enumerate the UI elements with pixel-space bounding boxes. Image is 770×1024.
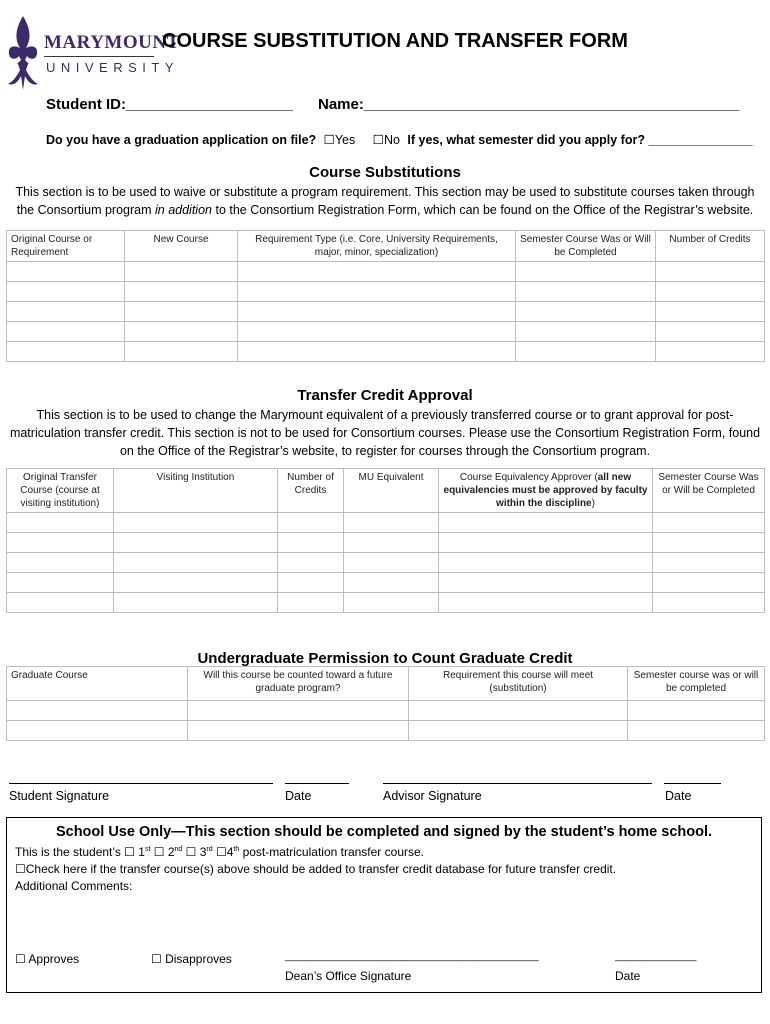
table-header-row (7, 231, 765, 262)
student-signature-label: Student Signature (9, 789, 110, 803)
table-cell[interactable] (516, 342, 656, 362)
dean-signature-line[interactable]: __________________________________________________ (285, 951, 539, 962)
second-checkbox[interactable]: ☐ 2nd (150, 845, 183, 859)
table-row[interactable] (7, 553, 765, 573)
column-header: Visiting Institution (114, 469, 278, 513)
table-cell[interactable] (278, 593, 344, 613)
table-cell[interactable] (114, 553, 278, 573)
logo-subtext: UNIVERSITY (46, 60, 180, 75)
table-cell[interactable] (114, 533, 278, 553)
table-cell[interactable] (7, 593, 114, 613)
table-cell[interactable] (656, 262, 765, 282)
table-header-row (7, 667, 765, 701)
table-cell[interactable] (439, 513, 653, 533)
dean-date-label: Date (615, 969, 641, 983)
table-cell[interactable] (344, 573, 439, 593)
school-use-box (6, 817, 762, 993)
disapproves-checkbox[interactable]: ☐ Disapproves (151, 952, 232, 966)
table-cell[interactable] (7, 513, 114, 533)
table-cell[interactable] (628, 721, 765, 741)
table-row[interactable] (7, 533, 765, 553)
table-cell[interactable] (278, 553, 344, 573)
substitutions-line2: the Consortium program in addition to the Consortium Registration Form, which can be found on the Office of the Registrar’s website. (16, 203, 754, 217)
column-header: Semester Course Was or Will be Completed (516, 231, 656, 262)
table-cell[interactable] (439, 573, 653, 593)
logo-rule (44, 56, 154, 57)
table-cell[interactable] (653, 553, 765, 573)
table-row[interactable] (7, 573, 765, 593)
transfer-line3: on the Office of the Registrar’s website, to register for courses through the Consortium program. (119, 444, 651, 458)
table-cell[interactable] (7, 322, 125, 342)
table-cell[interactable] (653, 533, 765, 553)
table-cell[interactable] (656, 322, 765, 342)
first-checkbox[interactable]: ☐ 1st (124, 845, 151, 859)
post-matriculation-line: This is the student’s ☐ 1st ☐ 2nd ☐ 3rd ☐4th post-matriculation transfer course. (15, 845, 424, 859)
student-date-line[interactable] (285, 783, 349, 784)
semester-question[interactable]: If yes, what semester did you apply for? _______________ (407, 133, 753, 147)
table-row[interactable] (7, 302, 765, 322)
substitutions-description (0, 183, 770, 219)
graduation-question (46, 132, 753, 147)
table-cell[interactable] (7, 302, 125, 322)
graduate-heading: Undergraduate Permission to Count Graduate Credit (197, 650, 573, 667)
table-cell[interactable] (7, 342, 125, 362)
transfer-description (0, 406, 770, 460)
no-checkbox[interactable]: ☐No (372, 133, 400, 147)
column-header: Number of Credits (278, 469, 344, 513)
fourth-checkbox[interactable]: ☐4th (212, 845, 240, 859)
school-use-heading: School Use Only—This section should be completed and signed by the student’s home school. (55, 824, 713, 840)
table-cell[interactable] (656, 282, 765, 302)
column-header: Will this course be counted toward a future graduate program? (188, 667, 409, 701)
table-cell[interactable] (125, 302, 238, 322)
table-cell[interactable] (344, 513, 439, 533)
table-cell[interactable] (516, 302, 656, 322)
substitutions-table (6, 230, 765, 362)
transfer-table (6, 468, 765, 613)
table-cell[interactable] (516, 282, 656, 302)
dean-date-line[interactable]: ________________ (615, 951, 696, 962)
table-cell[interactable] (409, 701, 628, 721)
logo-wordmark: MARYMOUNT (44, 32, 180, 53)
table-cell[interactable] (344, 533, 439, 553)
column-header: MU Equivalent (344, 469, 439, 513)
graduate-table (6, 666, 765, 741)
column-header: Graduate Course (7, 667, 188, 701)
transfer-heading: Transfer Credit Approval (297, 387, 473, 404)
table-cell[interactable] (628, 701, 765, 721)
table-cell[interactable] (238, 262, 516, 282)
substitutions-heading: Course Substitutions (309, 164, 461, 181)
table-cell[interactable] (516, 262, 656, 282)
table-row[interactable] (7, 262, 765, 282)
table-cell[interactable] (439, 553, 653, 573)
table-cell[interactable] (114, 513, 278, 533)
column-header: Original Transfer Course (course at visiting institution) (7, 469, 114, 513)
column-header: Number of Credits (656, 231, 765, 262)
advisor-signature-label: Advisor Signature (383, 789, 482, 803)
table-row[interactable] (7, 342, 765, 362)
column-header: Semester Course Was or Will be Completed (653, 469, 765, 513)
table-row[interactable] (7, 282, 765, 302)
table-cell[interactable] (409, 721, 628, 741)
table-cell[interactable] (7, 721, 188, 741)
table-cell[interactable] (344, 593, 439, 613)
column-header: Course Equivalency Approver (all new equivalencies must be approved by faculty within the discipline) (439, 469, 653, 513)
yes-checkbox[interactable]: ☐Yes (323, 133, 356, 147)
table-cell[interactable] (125, 342, 238, 362)
table-cell[interactable] (7, 262, 125, 282)
fleur-de-lis-icon (6, 14, 40, 92)
advisor-date-line[interactable] (664, 783, 721, 784)
table-cell[interactable] (516, 322, 656, 342)
table-cell[interactable] (278, 573, 344, 593)
table-row[interactable] (7, 513, 765, 533)
table-cell[interactable] (344, 553, 439, 573)
student-signature-line[interactable] (9, 783, 273, 784)
university-logo (6, 14, 180, 94)
table-cell[interactable] (653, 513, 765, 533)
column-header: Requirement Type (i.e. Core, University Requirements, major, minor, specialization) (238, 231, 516, 262)
column-header: Requirement this course will meet (substitution) (409, 667, 628, 701)
table-cell[interactable] (7, 282, 125, 302)
table-cell[interactable] (125, 262, 238, 282)
transfer-line1: This section is to be used to change the Marymount equivalent of a previously transferred course or to grant approval for post- (36, 408, 734, 422)
third-checkbox[interactable]: ☐ 3rd (182, 845, 213, 859)
table-cell[interactable] (238, 302, 516, 322)
table-cell[interactable] (439, 593, 653, 613)
advisor-date-label: Date (665, 789, 692, 803)
table-cell[interactable] (278, 533, 344, 553)
student-date-label: Date (285, 789, 312, 803)
approves-checkbox[interactable]: ☐ Approves (15, 952, 80, 966)
table-cell[interactable] (653, 573, 765, 593)
table-cell[interactable] (238, 322, 516, 342)
column-header: Original Course or Requirement (7, 231, 125, 262)
table-cell[interactable] (188, 701, 409, 721)
table-cell[interactable] (7, 701, 188, 721)
form-title: COURSE SUBSTITUTION AND TRANSFER FORM (162, 30, 628, 52)
table-cell[interactable] (278, 513, 344, 533)
table-cell[interactable] (7, 573, 114, 593)
table-cell[interactable] (656, 342, 765, 362)
dean-signature-label: Dean’s Office Signature (285, 969, 412, 983)
student-id-field[interactable]: Student ID:____________________ (46, 96, 293, 113)
table-row[interactable] (7, 721, 765, 741)
table-cell[interactable] (656, 302, 765, 322)
table-cell[interactable] (114, 593, 278, 613)
table-cell[interactable] (7, 533, 114, 553)
table-cell[interactable] (7, 553, 114, 573)
advisor-signature-line[interactable] (383, 783, 652, 784)
student-name-field[interactable]: Name:_____________________________________________ (318, 96, 740, 113)
table-header-row (7, 469, 765, 513)
column-header: Semester course was or will be completed (628, 667, 765, 701)
graduation-question-text: Do you have a graduation application on file? (46, 133, 317, 147)
table-cell[interactable] (125, 282, 238, 302)
table-cell[interactable] (238, 342, 516, 362)
substitutions-line1: This section is to be used to waive or substitute a program requirement. This section may be used to substitute courses taken through (15, 185, 755, 199)
table-cell[interactable] (238, 282, 516, 302)
column-header: New Course (125, 231, 238, 262)
table-cell[interactable] (439, 533, 653, 553)
transfer-line2: matriculation transfer credit. This section is not to be used for Consortium courses. Please use the Consortium Registration Form, found (9, 426, 761, 440)
table-cell[interactable] (188, 721, 409, 741)
table-cell[interactable] (653, 593, 765, 613)
table-cell[interactable] (114, 573, 278, 593)
table-row[interactable] (7, 593, 765, 613)
database-checkbox[interactable]: ☐Check here if the transfer course(s) above should be added to transfer credit database for future transfer credit. (15, 862, 617, 876)
table-row[interactable] (7, 701, 765, 721)
comments-label: Additional Comments: (15, 879, 133, 893)
table-cell[interactable] (125, 322, 238, 342)
table-row[interactable] (7, 322, 765, 342)
